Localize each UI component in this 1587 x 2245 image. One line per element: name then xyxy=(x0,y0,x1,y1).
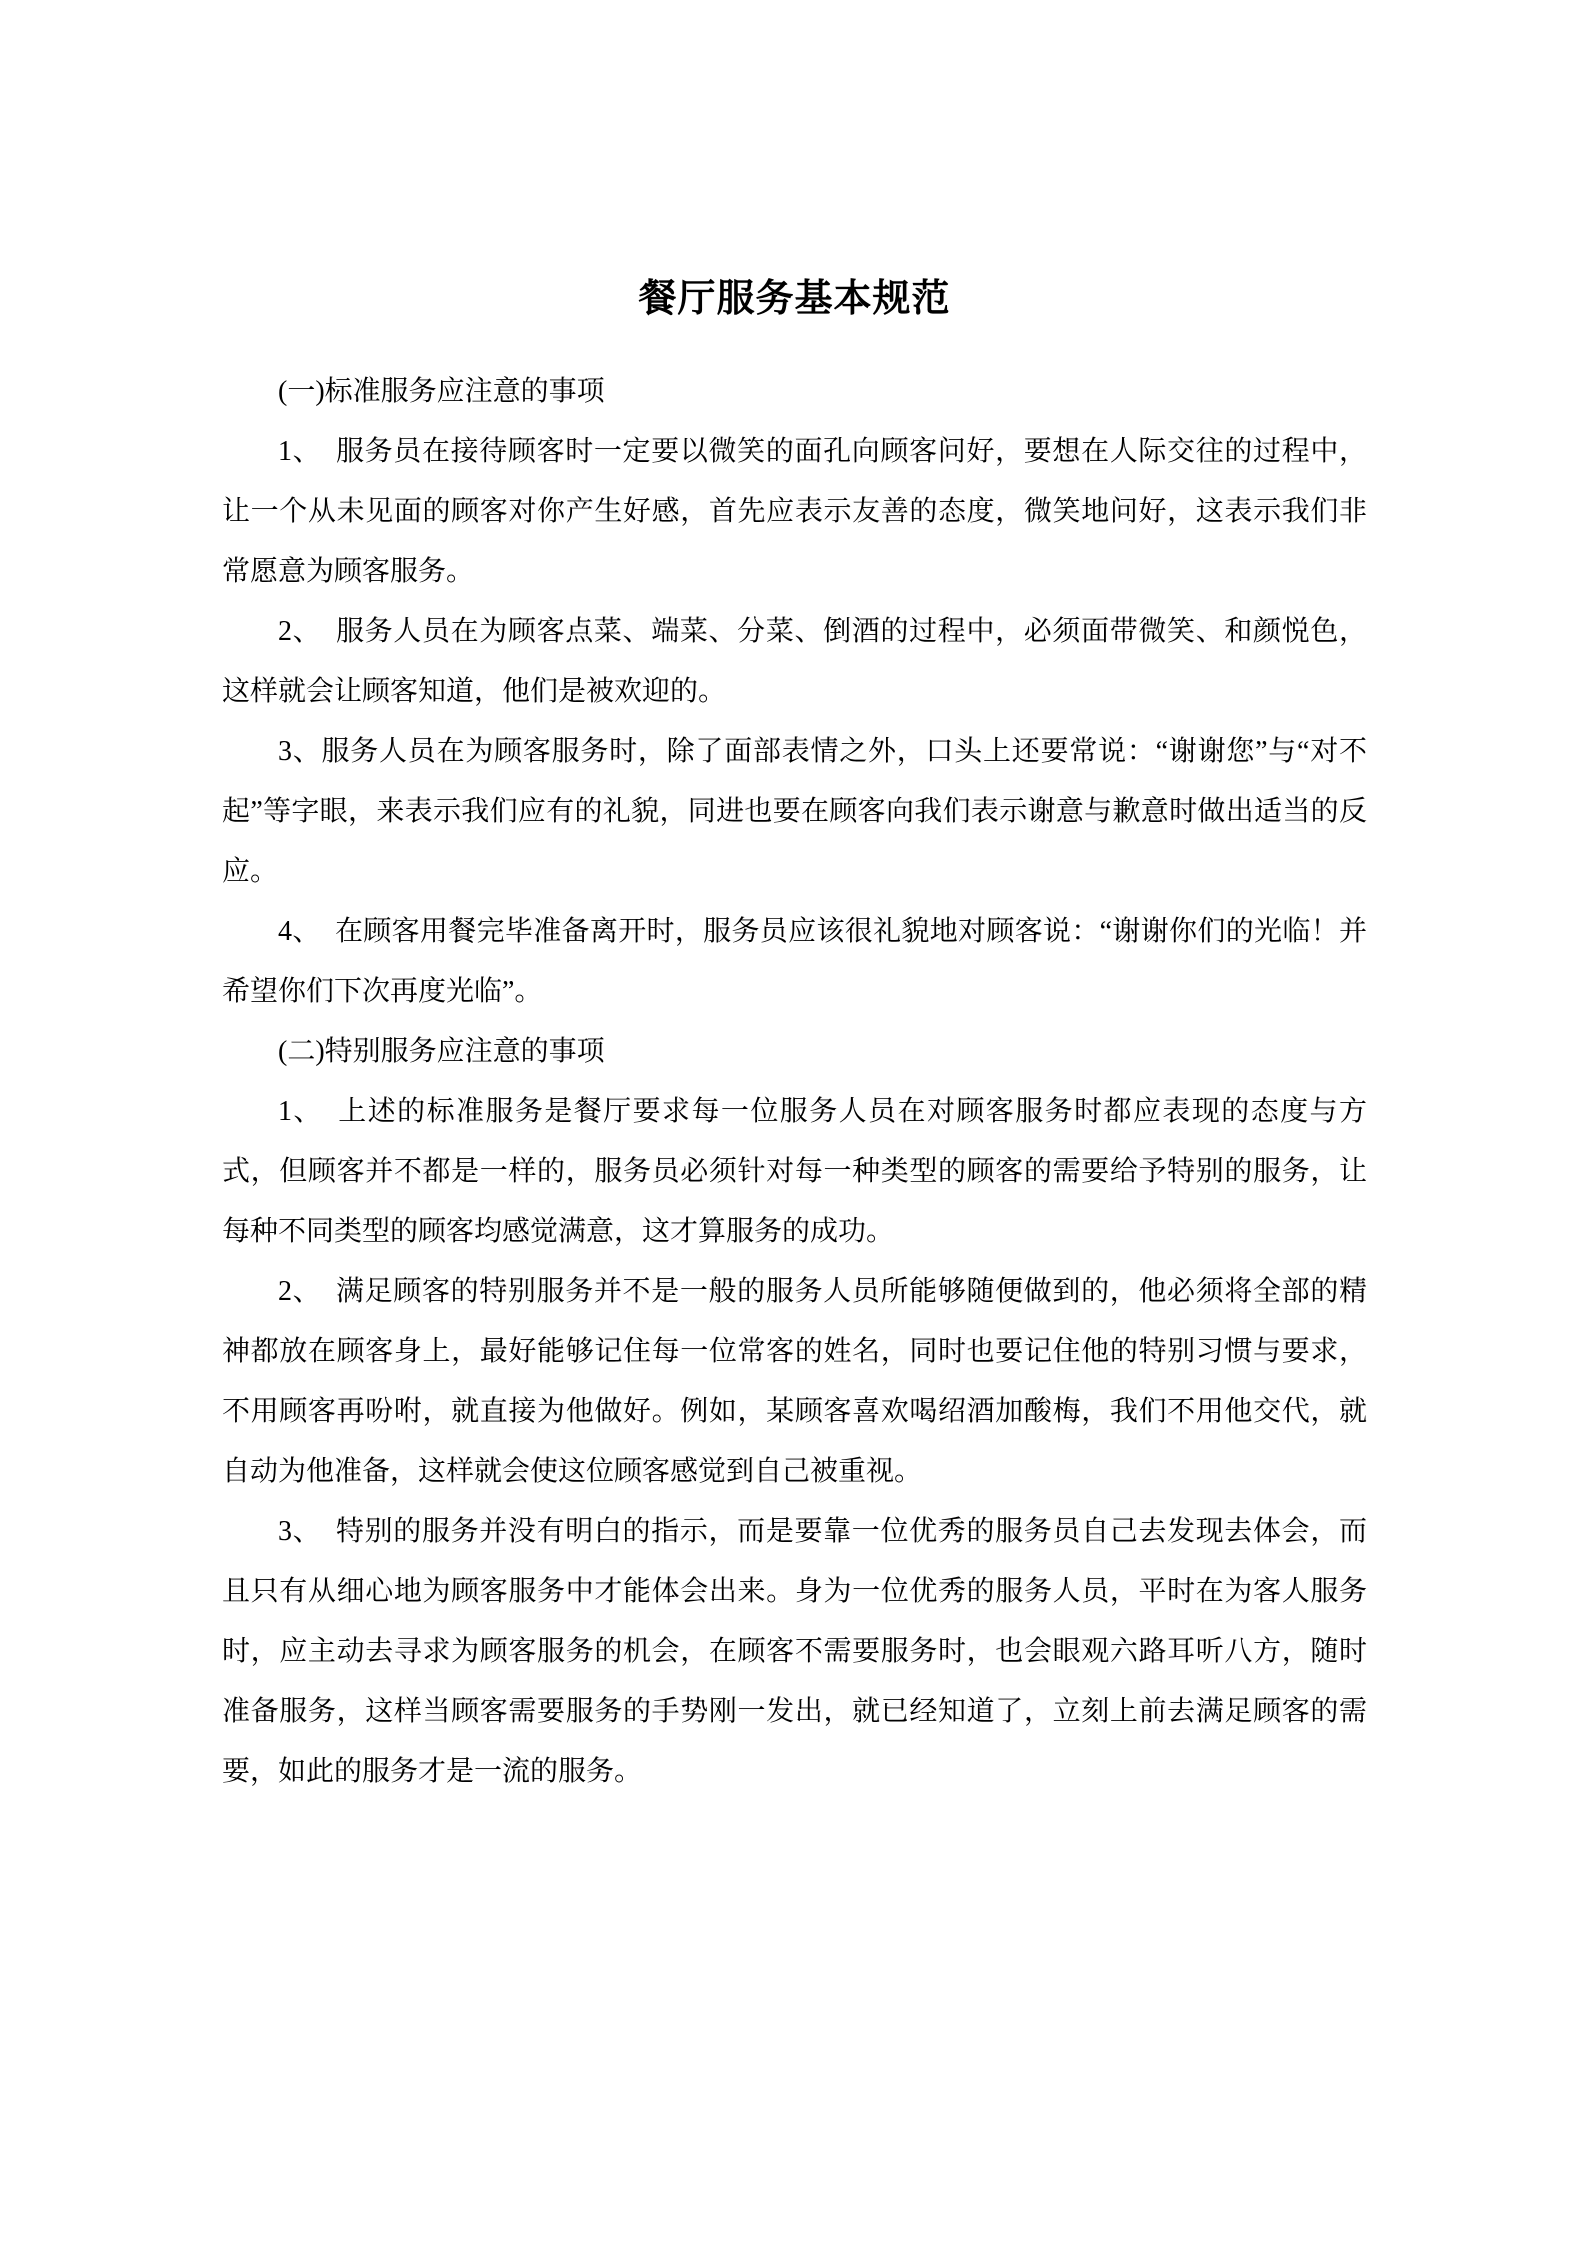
section-1-paragraph-3: 3、服务人员在为顾客服务时，除了面部表情之外，口头上还要常说：“谢谢您”与“对不起”等字眼，来表示我们应有的礼貌，同进也要在顾客向我们表示谢意与歉意时做出适当的反应。 xyxy=(222,736,1367,887)
section-2-paragraph-2: 2、 满足顾客的特别服务并不是一般的服务人员所能够随便做到的，他必须将全部的精神都放在顾客身上，最好能够记住每一位常客的姓名，同时也要记住他的特别习惯与要求，不用顾客再吩咐，就直接为他做好。例如，某顾客喜欢喝绍酒加酸梅，我们不用他交代，就自动为他准备，这样就会使这位顾客感觉到自己被重视。 xyxy=(222,1276,1367,1487)
section-1-paragraph-1: 1、 服务员在接待顾客时一定要以微笑的面孔向顾客问好，要想在人际交往的过程中，让一个从未见面的顾客对你产生好感，首先应表示友善的态度，微笑地问好，这表示我们非常愿意为顾客服务。 xyxy=(222,436,1367,587)
section-2-paragraph-3: 3、 特别的服务并没有明白的指示，而是要靠一位优秀的服务员自己去发现去体会，而且只有从细心地为顾客服务中才能体会出来。身为一位优秀的服务人员，平时在为客人服务时，应主动去寻求为顾客服务的机会，在顾客不需要服务时，也会眼观六路耳听八方，随时准备服务，这样当顾客需要服务的手势刚一发出，就已经知道了，立刻上前去满足顾客的需要，如此的服务才是一流的服务。 xyxy=(222,1516,1367,1787)
section-1-paragraph-2: 2、 服务人员在为顾客点菜、端菜、分菜、倒酒的过程中，必须面带微笑、和颜悦色，这样就会让顾客知道，他们是被欢迎的。 xyxy=(222,616,1367,707)
section-1-paragraph-4: 4、 在顾客用餐完毕准备离开时，服务员应该很礼貌地对顾客说：“谢谢你们的光临！并希望你们下次再度光临”。 xyxy=(222,916,1367,1007)
section-2-heading: (二)特别服务应注意的事项 xyxy=(278,1036,605,1067)
document-title: 餐厅服务基本规范 xyxy=(638,278,951,320)
section-1-heading: (一)标准服务应注意的事项 xyxy=(278,376,605,407)
section-2-paragraph-1: 1、 上述的标准服务是餐厅要求每一位服务人员在对顾客服务时都应表现的态度与方式，但顾客并不都是一样的，服务员必须针对每一种类型的顾客的需要给予特别的服务，让每种不同类型的顾客均感觉满意，这才算服务的成功。 xyxy=(222,1096,1367,1247)
